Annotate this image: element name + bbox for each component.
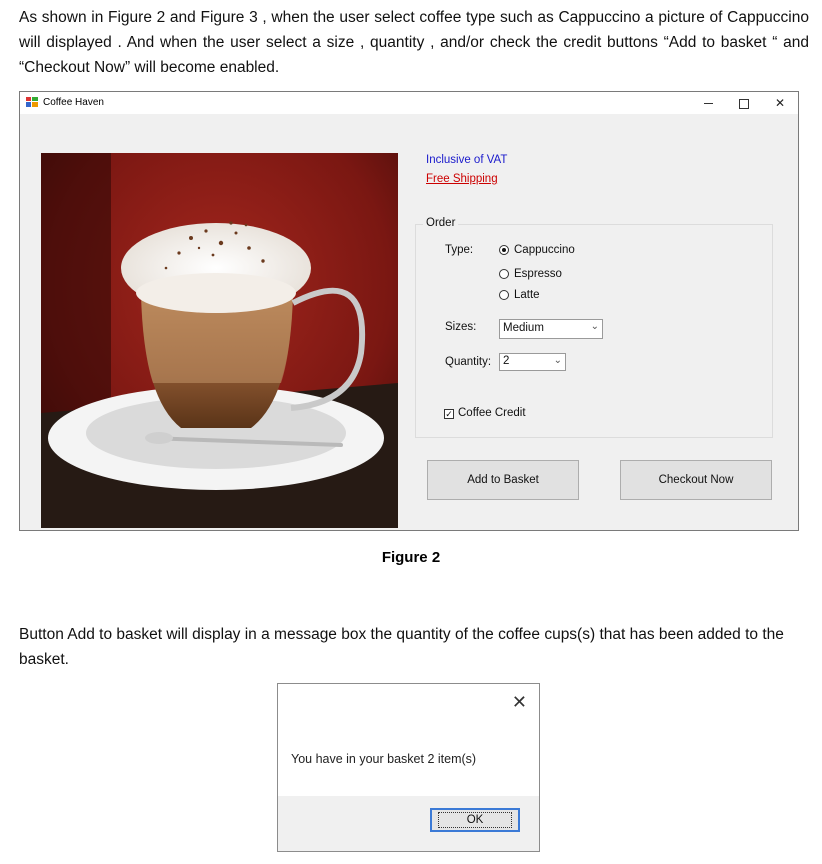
radio-espresso[interactable]: Espresso bbox=[499, 268, 562, 280]
message-text: You have in your basket 2 item(s) bbox=[291, 752, 477, 766]
sizes-label: Sizes: bbox=[445, 321, 477, 333]
intro-paragraph: As shown in Figure 2 and Figure 3 , when the user select coffee type such as Cappuccino a picture of Cappuccino will displayed . And when the user select a size , quantity , and/or check the credit buttons “Add to basket “ and “Checkout Now” will become enabled. bbox=[19, 9, 809, 76]
checkout-now-button[interactable]: Checkout Now bbox=[620, 460, 772, 500]
radio-unselected-icon bbox=[499, 290, 509, 300]
quantity-label: Quantity: bbox=[445, 356, 492, 368]
ok-button[interactable]: OK bbox=[430, 808, 520, 832]
minimize-button[interactable] bbox=[690, 92, 726, 114]
check-icon: ✓ bbox=[445, 409, 453, 419]
figure-caption: Figure 2 bbox=[381, 549, 441, 566]
app-icon bbox=[26, 97, 38, 107]
cappuccino-illustration bbox=[41, 153, 398, 528]
type-label: Type: bbox=[445, 244, 474, 256]
window-title: Coffee Haven bbox=[43, 97, 104, 108]
size-value: Medium bbox=[503, 322, 544, 334]
radio-latte[interactable]: Latte bbox=[499, 289, 540, 301]
order-group-title: Order bbox=[423, 217, 458, 229]
close-icon[interactable]: ✕ bbox=[511, 692, 527, 712]
add-to-basket-button[interactable]: Add to Basket bbox=[427, 460, 579, 500]
minimize-icon bbox=[704, 103, 713, 104]
size-dropdown[interactable] bbox=[499, 319, 603, 339]
free-shipping-link[interactable]: Free Shipping bbox=[426, 173, 498, 185]
maximize-icon bbox=[739, 99, 749, 109]
quantity-dropdown[interactable] bbox=[499, 353, 566, 371]
coffee-credit-checkbox[interactable]: ✓ Coffee Credit bbox=[445, 407, 526, 419]
second-paragraph: Button Add to basket will display in a message box the quantity of the coffee cups(s) that has been added to the basket. bbox=[19, 626, 784, 668]
chevron-down-icon: ⌄ bbox=[590, 321, 599, 332]
window-titlebar bbox=[20, 92, 798, 114]
coffee-haven-window bbox=[19, 91, 799, 531]
vat-label: Inclusive of VAT bbox=[426, 154, 508, 166]
close-icon: ✕ bbox=[774, 96, 786, 110]
chevron-down-icon: ⌄ bbox=[553, 355, 562, 366]
radio-cappuccino[interactable]: Cappuccino bbox=[499, 244, 575, 256]
message-box bbox=[277, 683, 540, 852]
radio-unselected-icon bbox=[499, 269, 509, 279]
close-button[interactable] bbox=[762, 92, 798, 114]
cappuccino-picture bbox=[41, 153, 398, 528]
maximize-button[interactable] bbox=[726, 92, 762, 114]
quantity-value: 2 bbox=[503, 355, 510, 367]
radio-selected-icon bbox=[499, 245, 509, 255]
